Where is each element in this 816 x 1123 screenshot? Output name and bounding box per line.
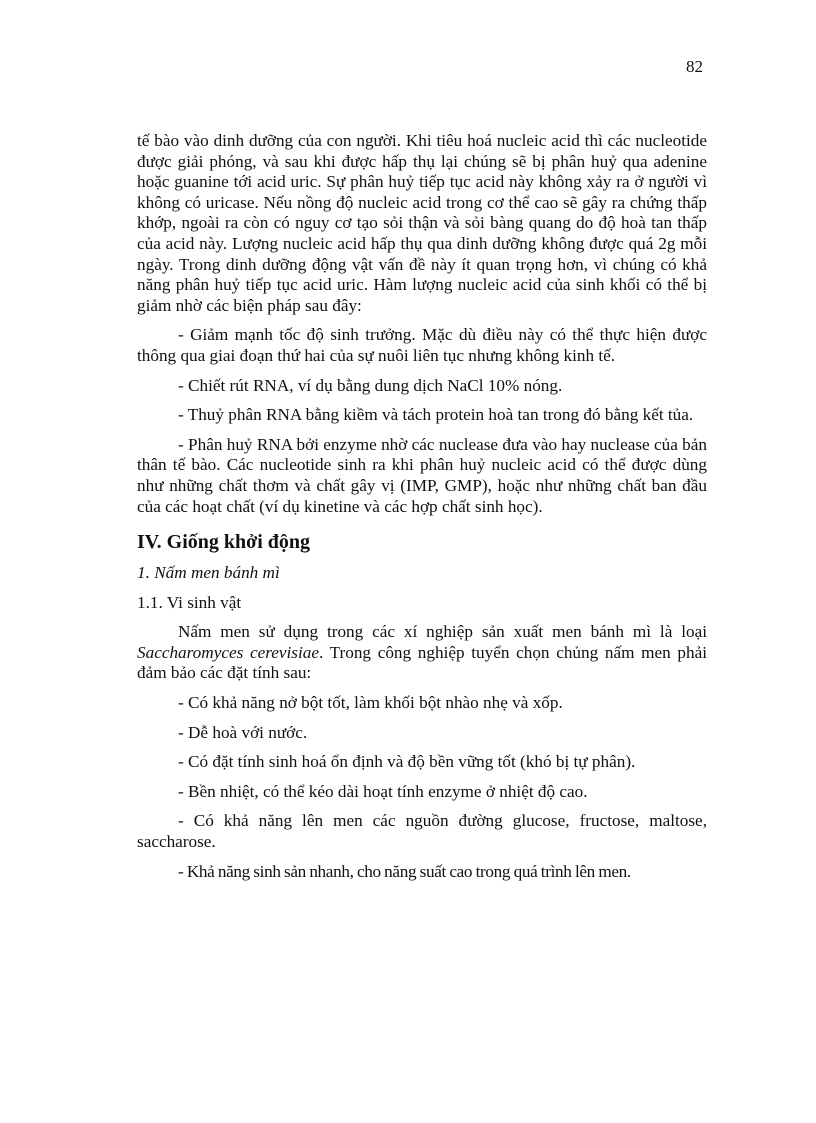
section-heading: IV. Giống khởi động: [137, 531, 311, 554]
subsection-title: 1.1. Vi sinh vật: [137, 592, 242, 612]
yeast-text-after: . Trong công nghiệp tuyển chọn chủng nấm men phải đảm bảo các đặt tính sau:: [137, 642, 707, 683]
page-number: 82: [686, 57, 703, 76]
list-item-method-1: - Giảm mạnh tốc độ sinh trưởng. Mặc dù điều này có thể thực hiện được thông qua giai đoạn thứ hai của sự nuôi liên tục nhưng không kinh tế.: [137, 325, 707, 365]
list-item-property-1: - Có khả năng nở bột tốt, làm khối bột nhào nhẹ và xốp.: [178, 693, 563, 713]
list-item-method-2: - Chiết rút RNA, ví dụ bằng dung dịch NaCl 10% nóng.: [178, 375, 563, 395]
list-item-property-2: - Dễ hoà với nước.: [178, 722, 308, 742]
species-name: Saccharomyces cerevisiae: [137, 642, 319, 662]
body-text: [137, 131, 707, 882]
list-item-property-4: - Bền nhiệt, có thể kéo dài hoạt tính enzyme ở nhiệt độ cao.: [178, 781, 588, 801]
subsection-heading: 1. Nấm men bánh mì: [137, 563, 280, 583]
list-item-property-6: - Khả năng sinh sản nhanh, cho năng suất cao trong quá trình lên men.: [178, 861, 631, 881]
paragraph-intro: tế bào vào dinh dưỡng của con người. Khi tiêu hoá nucleic acid thì các nucleotide được giải phóng, và sau khi được hấp thụ lại chúng sẽ bị phân huỷ qua adenine hoặc guanine tới acid uric. Sự phân huỷ tiếp tục acid này không xảy ra ở người vì không có uricase. Nếu nồng độ nucleic acid trong cơ thể cao sẽ gây ra chứng thấp khớp, ngoài ra còn có nguy cơ tạo sỏi thận và sỏi bàng quang do độ hoà tan thấp của acid này. Lượng nucleic acid hấp thụ qua dinh dưỡng không được quá 2g mỗi ngày. Trong dinh dưỡng động vật vấn đề này ít quan trọng hơn, vì chúng có khả năng phân huỷ tiếp tục acid uric. Hàm lượng nucleic acid của sinh khối có thể bị giảm nhờ các biện pháp sau đây:: [137, 131, 707, 315]
yeast-text-before: Nấm men sử dụng trong các xí nghiệp sản xuất men bánh mì là loại: [178, 622, 707, 642]
list-item-method-3: - Thuỷ phân RNA bằng kiềm và tách protein hoà tan trong đó bằng kết tủa.: [178, 405, 694, 425]
paragraph-yeast: [137, 622, 707, 684]
list-item-property-5: - Có khả năng lên men các nguồn đường glucose, fructose, maltose, saccharose.: [137, 811, 707, 852]
list-item-property-3: - Có đặt tính sinh hoá ổn định và độ bền vững tốt (khó bị tự phân).: [178, 752, 636, 772]
list-item-method-4: - Phân huỷ RNA bởi enzyme nhờ các nuclease đưa vào hay nuclease của bản thân tế bào. Các nucleotide sinh ra khi phân huỷ nucleic acid có thể được dùng như những chất thơm và chất gây vị (IMP, GMP), hoặc như những chất ban đầu của các hoạt chất (ví dụ kinetine và các hợp chất sinh học).: [137, 434, 707, 516]
